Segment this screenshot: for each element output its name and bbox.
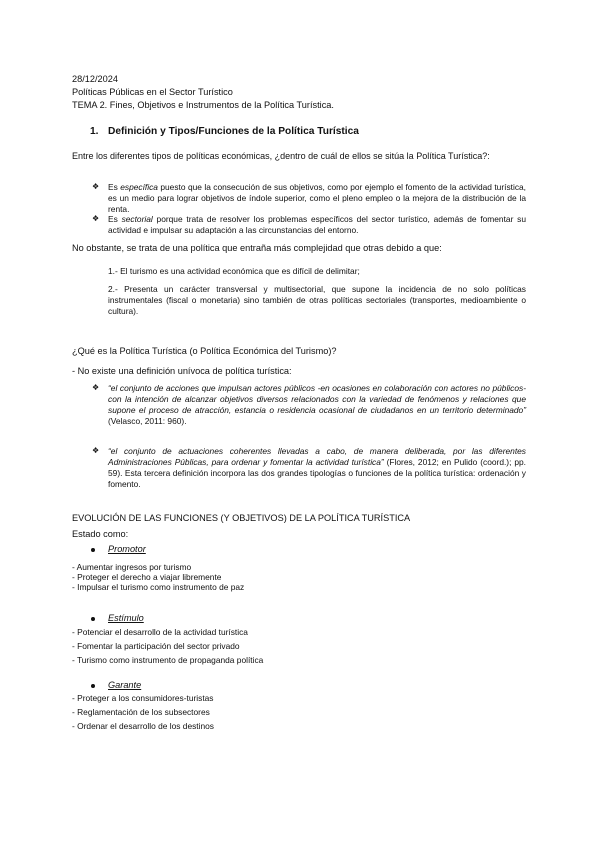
course-title: Políticas Públicas en el Sector Turístico — [72, 87, 233, 97]
definition-quote: “el conjunto de acciones que impulsan actores públicos -en ocasiones en colaboración con actores no públicos- con la intención de alcanzar objetivos diversos relacionados con la variedad de fenómenos y relaciones que supone el proceso de atracción, estancia o residencia ocasional de ciudadanos en un territorio determinado” — [108, 383, 526, 415]
item-lead: Es — [108, 182, 121, 192]
role-name: Garante — [108, 680, 142, 690]
role-item: - Turismo como instrumento de propaganda política — [72, 655, 264, 665]
round-bullet-icon — [91, 684, 95, 688]
definition-citation: (Velasco, 2011: 960). — [108, 416, 187, 426]
role-item: - Impulsar el turismo como instrumento de paz — [72, 582, 245, 592]
role-item: - Aumentar ingresos por turismo — [72, 562, 192, 572]
role-item: - Potenciar el desarrollo de la actividad turística — [72, 627, 248, 637]
role-item: - Fomentar la participación del sector privado — [72, 641, 240, 651]
document-date: 28/12/2024 — [72, 74, 118, 84]
diamond-bullet-icon: ❖ — [92, 182, 100, 191]
role-name: Promotor — [108, 544, 146, 554]
definition-citation: (Flores, 2012; en Pulido (coord.); pp. 59). Esta tercera definición incorpora las dos grandes tipologías o funciones de la política turística: ordenación y fomento. — [108, 457, 526, 489]
item-text: porque trata de resolver los problemas específicos del sector turístico, además de fomentar su actividad e impulsar su adaptación a las circunstancias del entorno. — [108, 214, 526, 235]
role-item: - Reglamentación de los subsectores — [72, 707, 210, 717]
section-heading: Definición y Tipos/Funciones de la Política Turística — [108, 126, 359, 137]
definition-item — [108, 446, 526, 490]
role-name: Estímulo — [108, 613, 144, 623]
item-term: sectorial — [121, 214, 153, 224]
item-text: puesto que la consecución de sus objetivos, como por ejemplo el fomento de la actividad turística, es un medio para lograr objetivos de índole superior, como el pleno empleo o la mejora de la distribución de la renta. — [108, 182, 526, 214]
reason-item: 1.- El turismo es una actividad económica que es difícil de delimitar; — [108, 266, 360, 276]
policy-type-item — [108, 182, 526, 215]
item-lead: Es — [108, 214, 122, 224]
definition-question: ¿Qué es la Política Turística (o Política Económica del Turismo)? — [72, 346, 337, 356]
round-bullet-icon — [91, 617, 95, 621]
definition-item — [108, 383, 526, 427]
role-item: - Proteger a los consumidores-turistas — [72, 693, 214, 703]
state-as-label: Estado como: — [72, 529, 129, 539]
role-item: - Ordenar el desarrollo de los destinos — [72, 721, 214, 731]
policy-type-item — [108, 214, 526, 236]
definition-quote: “el conjunto de actuaciones coherentes llevadas a cabo, de manera deliberada, por las diferentes Administraciones Públicas, para ordenar y fomentar la actividad turística” — [108, 446, 526, 467]
reason-item: 2.- Presenta un carácter transversal y multisectorial, que supone la incidencia de no solo políticas instrumentales (fiscal o monetaria) sino también de otras políticas sectoriales (transportes, medioambiente o cultura). — [108, 284, 526, 316]
item-term: específica — [120, 182, 158, 192]
definition-note: - No existe una definición unívoca de política turística: — [72, 366, 292, 376]
role-item: - Proteger el derecho a viajar libremente — [72, 572, 222, 582]
section-intro: Entre los diferentes tipos de políticas económicas, ¿dentro de cuál de ellos se sitúa la Política Turística?: — [72, 151, 490, 161]
diamond-bullet-icon: ❖ — [92, 446, 100, 455]
evolution-heading: EVOLUCIÓN DE LAS FUNCIONES (Y OBJETIVOS) DE LA POLÍTICA TURÍSTICA — [72, 513, 411, 523]
topic-title: TEMA 2. Fines, Objetivos e Instrumentos de la Política Turística. — [72, 100, 334, 110]
complexity-intro: No obstante, se trata de una política que entraña más complejidad que otras debido a que: — [72, 243, 442, 253]
diamond-bullet-icon: ❖ — [92, 214, 100, 223]
diamond-bullet-icon: ❖ — [92, 383, 100, 392]
section-number: 1. — [90, 126, 99, 137]
round-bullet-icon — [91, 548, 95, 552]
